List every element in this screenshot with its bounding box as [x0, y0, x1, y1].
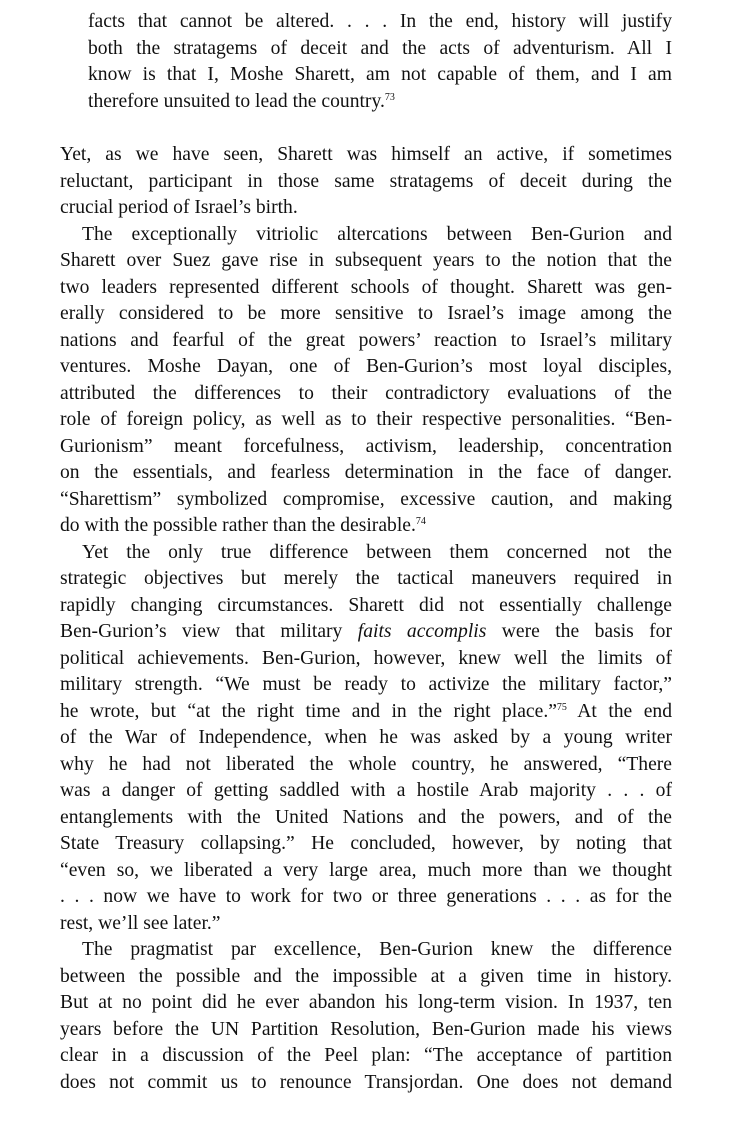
text-line: strategic objectives but merely the tactical maneuvers required in [60, 568, 672, 589]
line-text: he wrote, but “at the right time and in the right place.” [60, 700, 557, 722]
text-line: nations and fearful of the great powers’ reaction to Israel’s military [60, 329, 672, 351]
line-text: do with the possible rather than the desirable. [60, 515, 416, 536]
text-line: facts that cannot be altered. . . . In the end, history will justify [88, 11, 672, 32]
footnote-ref: 74 [415, 516, 426, 527]
italic-phrase: faits accomplis [357, 621, 487, 642]
text-line: Gurionism” meant forcefulness, activism, leadership, concentration [60, 435, 672, 457]
text-line: was a danger of getting saddled with a hostile Arab majority . . . of [60, 780, 672, 801]
text-line: of the War of Independence, when he was asked by a young writer [60, 727, 672, 748]
text-line: Yet, as we have seen, Sharett was himself an active, if sometimes [60, 144, 672, 165]
text-line: reluctant, participant in those same stratagems of deceit during the [60, 170, 672, 192]
footnote-ref: 73 [384, 91, 395, 103]
text-line: erally considered to be more sensitive to Israel’s image among the [60, 303, 672, 324]
line-text: were the basis for [486, 621, 673, 642]
body-text [60, 142, 672, 1096]
text-line: between the possible and the impossible at a given time in history. [60, 965, 672, 987]
text-line: crucial period of Israel’s birth. [60, 197, 298, 218]
text-line [60, 699, 672, 726]
text-line: Yet the only true difference between them concerned not the [82, 541, 672, 563]
text-line: ventures. Moshe Dayan, one of Ben-Gurion’s most loyal disciples, [60, 356, 672, 377]
text-line: “Sharettism” symbolized compromise, excessive caution, and making [60, 488, 672, 510]
text-line: attributed the differences to their contradictory evaluations of the [60, 382, 672, 404]
text-line: rapidly changing circumstances. Sharett did not essentially challenge [60, 594, 672, 616]
text-line: But at no point did he ever abandon his long-term vision. In 1937, ten [60, 992, 672, 1013]
text-line: State Treasury collapsing.” He concluded, however, by noting that [60, 833, 672, 854]
text-line: why he had not liberated the whole country, he answered, “There [60, 753, 672, 775]
text-line: both the stratagems of deceit and the acts of adventurism. All I [88, 37, 672, 59]
text-line: years before the UN Partition Resolution, Ben-Gurion made his views [60, 1018, 672, 1040]
text-line: rest, we’ll see later.” [60, 912, 221, 934]
text-line: The pragmatist par excellence, Ben-Gurion knew the difference [82, 939, 672, 960]
line-text: Ben-Gurion’s view that military [60, 621, 358, 642]
footnote-ref: 75 [556, 701, 567, 713]
text-line: “even so, we liberated a very large area, much more than we thought [60, 859, 672, 881]
text-line [88, 89, 672, 116]
text-line: two leaders represented different schools of thought. Sharett was gen- [60, 276, 672, 298]
text-line: . . . now we have to work for two or three generations . . . as for the [60, 886, 672, 907]
text-line [60, 513, 672, 540]
text-line: The exceptionally vitriolic altercations between Ben-Gurion and [82, 223, 672, 245]
block-quote [88, 9, 672, 115]
line-text: At the end [566, 700, 672, 722]
text-line [60, 619, 672, 646]
text-line: military strength. “We must be ready to activize the military factor,” [60, 674, 672, 695]
text-line: role of foreign policy, as well as to their respective personalities. “Ben- [60, 409, 672, 430]
text-line: Sharett over Suez gave rise in subsequent years to the notion that the [60, 250, 672, 271]
text-line: does not commit us to renounce Transjordan. One does not demand [60, 1071, 672, 1093]
text-line: entanglements with the United Nations and the powers, and of the [60, 806, 672, 828]
text-line: on the essentials, and fearless determination in the face of danger. [60, 462, 672, 483]
text-line: clear in a discussion of the Peel plan: “The acceptance of partition [60, 1045, 672, 1066]
line-text: therefore unsuited to lead the country. [88, 90, 385, 112]
text-line: know is that I, Moshe Sharett, am not capable of them, and I am [88, 64, 672, 85]
text-line: political achievements. Ben-Gurion, however, knew well the limits of [60, 647, 672, 669]
